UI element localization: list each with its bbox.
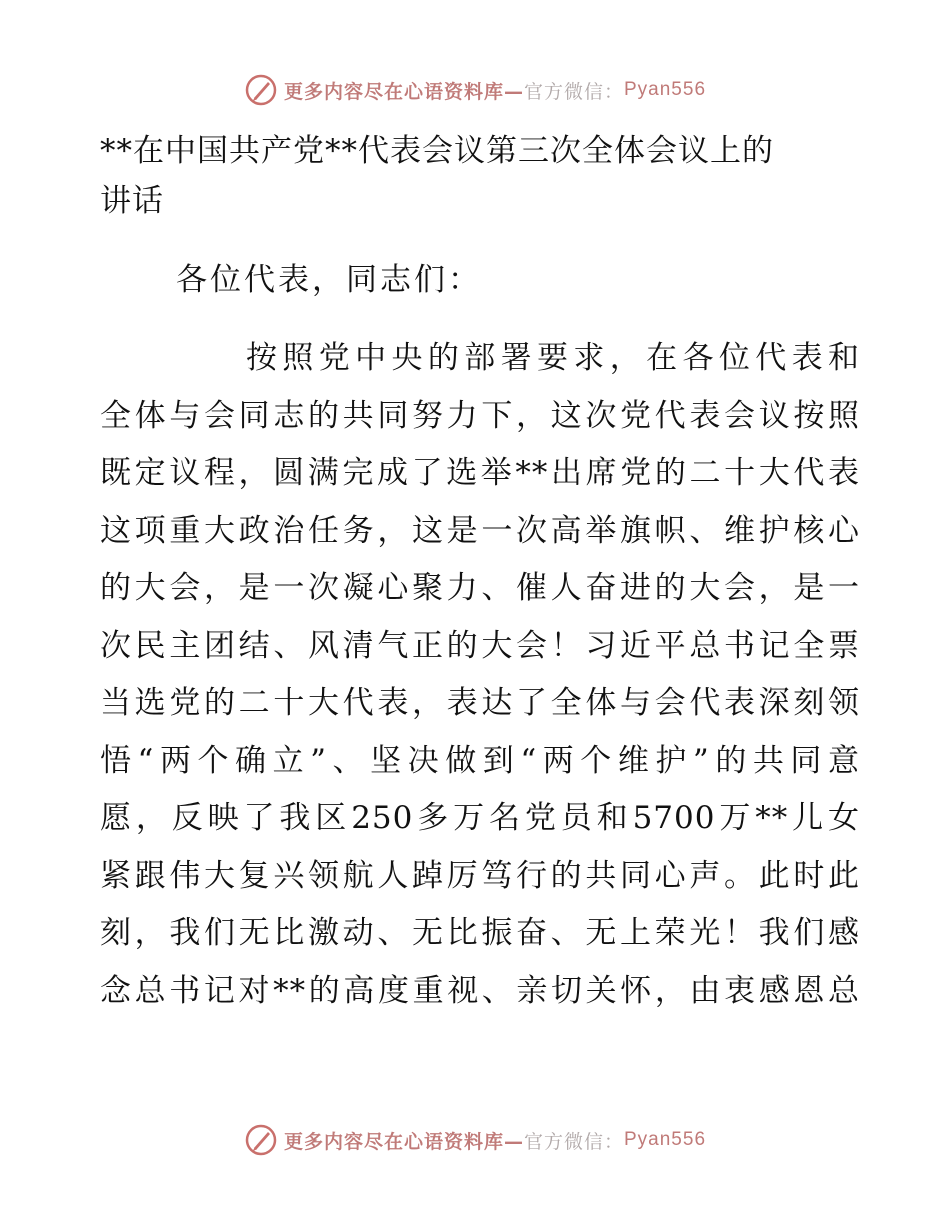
banner-wechat-label: 官方微信： <box>523 80 624 103</box>
banner-main-text: 更多内容尽在心语资料库— <box>283 1130 524 1153</box>
banner-wechat-id: Pyan556 <box>624 1129 707 1150</box>
body-line: 既定议程，圆满完成了选举**出席党的二十大代表 <box>100 455 860 491</box>
banner-wechat-id: Pyan556 <box>624 79 707 100</box>
title-line-1: **在中国共产党**代表会议第三次全体会议上的 <box>100 133 774 169</box>
quill-pen-logo-icon <box>244 1123 278 1157</box>
banner-main-text: 更多内容尽在心语资料库— <box>283 80 524 103</box>
body-line: 刻，我们无比激动、无比振奋、无上荣光！我们感 <box>100 915 860 951</box>
body-line: 当选党的二十大代表，表达了全体与会代表深刻领 <box>100 685 860 721</box>
footer-watermark-banner <box>0 1120 950 1160</box>
document-title <box>100 126 860 226</box>
salutation: 各位代表，同志们： <box>176 262 482 298</box>
banner-wechat-label: 官方微信： <box>523 1130 624 1153</box>
body-line: 悟“两个确立”、坚决做到“两个维护”的共同意 <box>100 742 860 779</box>
body-line: 愿，反映了我区250多万名党员和5700万**儿女 <box>100 800 860 836</box>
body-line: 全体与会同志的共同努力下，这次党代表会议按照 <box>100 397 860 434</box>
header-watermark-banner <box>0 70 950 110</box>
body-line: 按照党中央的部署要求，在各位代表和 <box>246 340 860 376</box>
body-line: 的大会，是一次凝心聚力、催人奋进的大会，是一 <box>100 570 860 606</box>
body-paragraph <box>100 330 860 1020</box>
body-line: 次民主团结、风清气正的大会！习近平总书记全票 <box>100 627 860 664</box>
body-line: 这项重大政治任务，这是一次高举旗帜、维护核心 <box>100 512 860 549</box>
quill-pen-logo-icon <box>244 73 278 107</box>
title-line-2: 讲话 <box>100 183 164 219</box>
body-line: 紧跟伟大复兴领航人踔厉笃行的共同心声。此时此 <box>100 857 860 894</box>
body-line: 念总书记对**的高度重视、亲切关怀，由衷感恩总 <box>100 972 860 1009</box>
